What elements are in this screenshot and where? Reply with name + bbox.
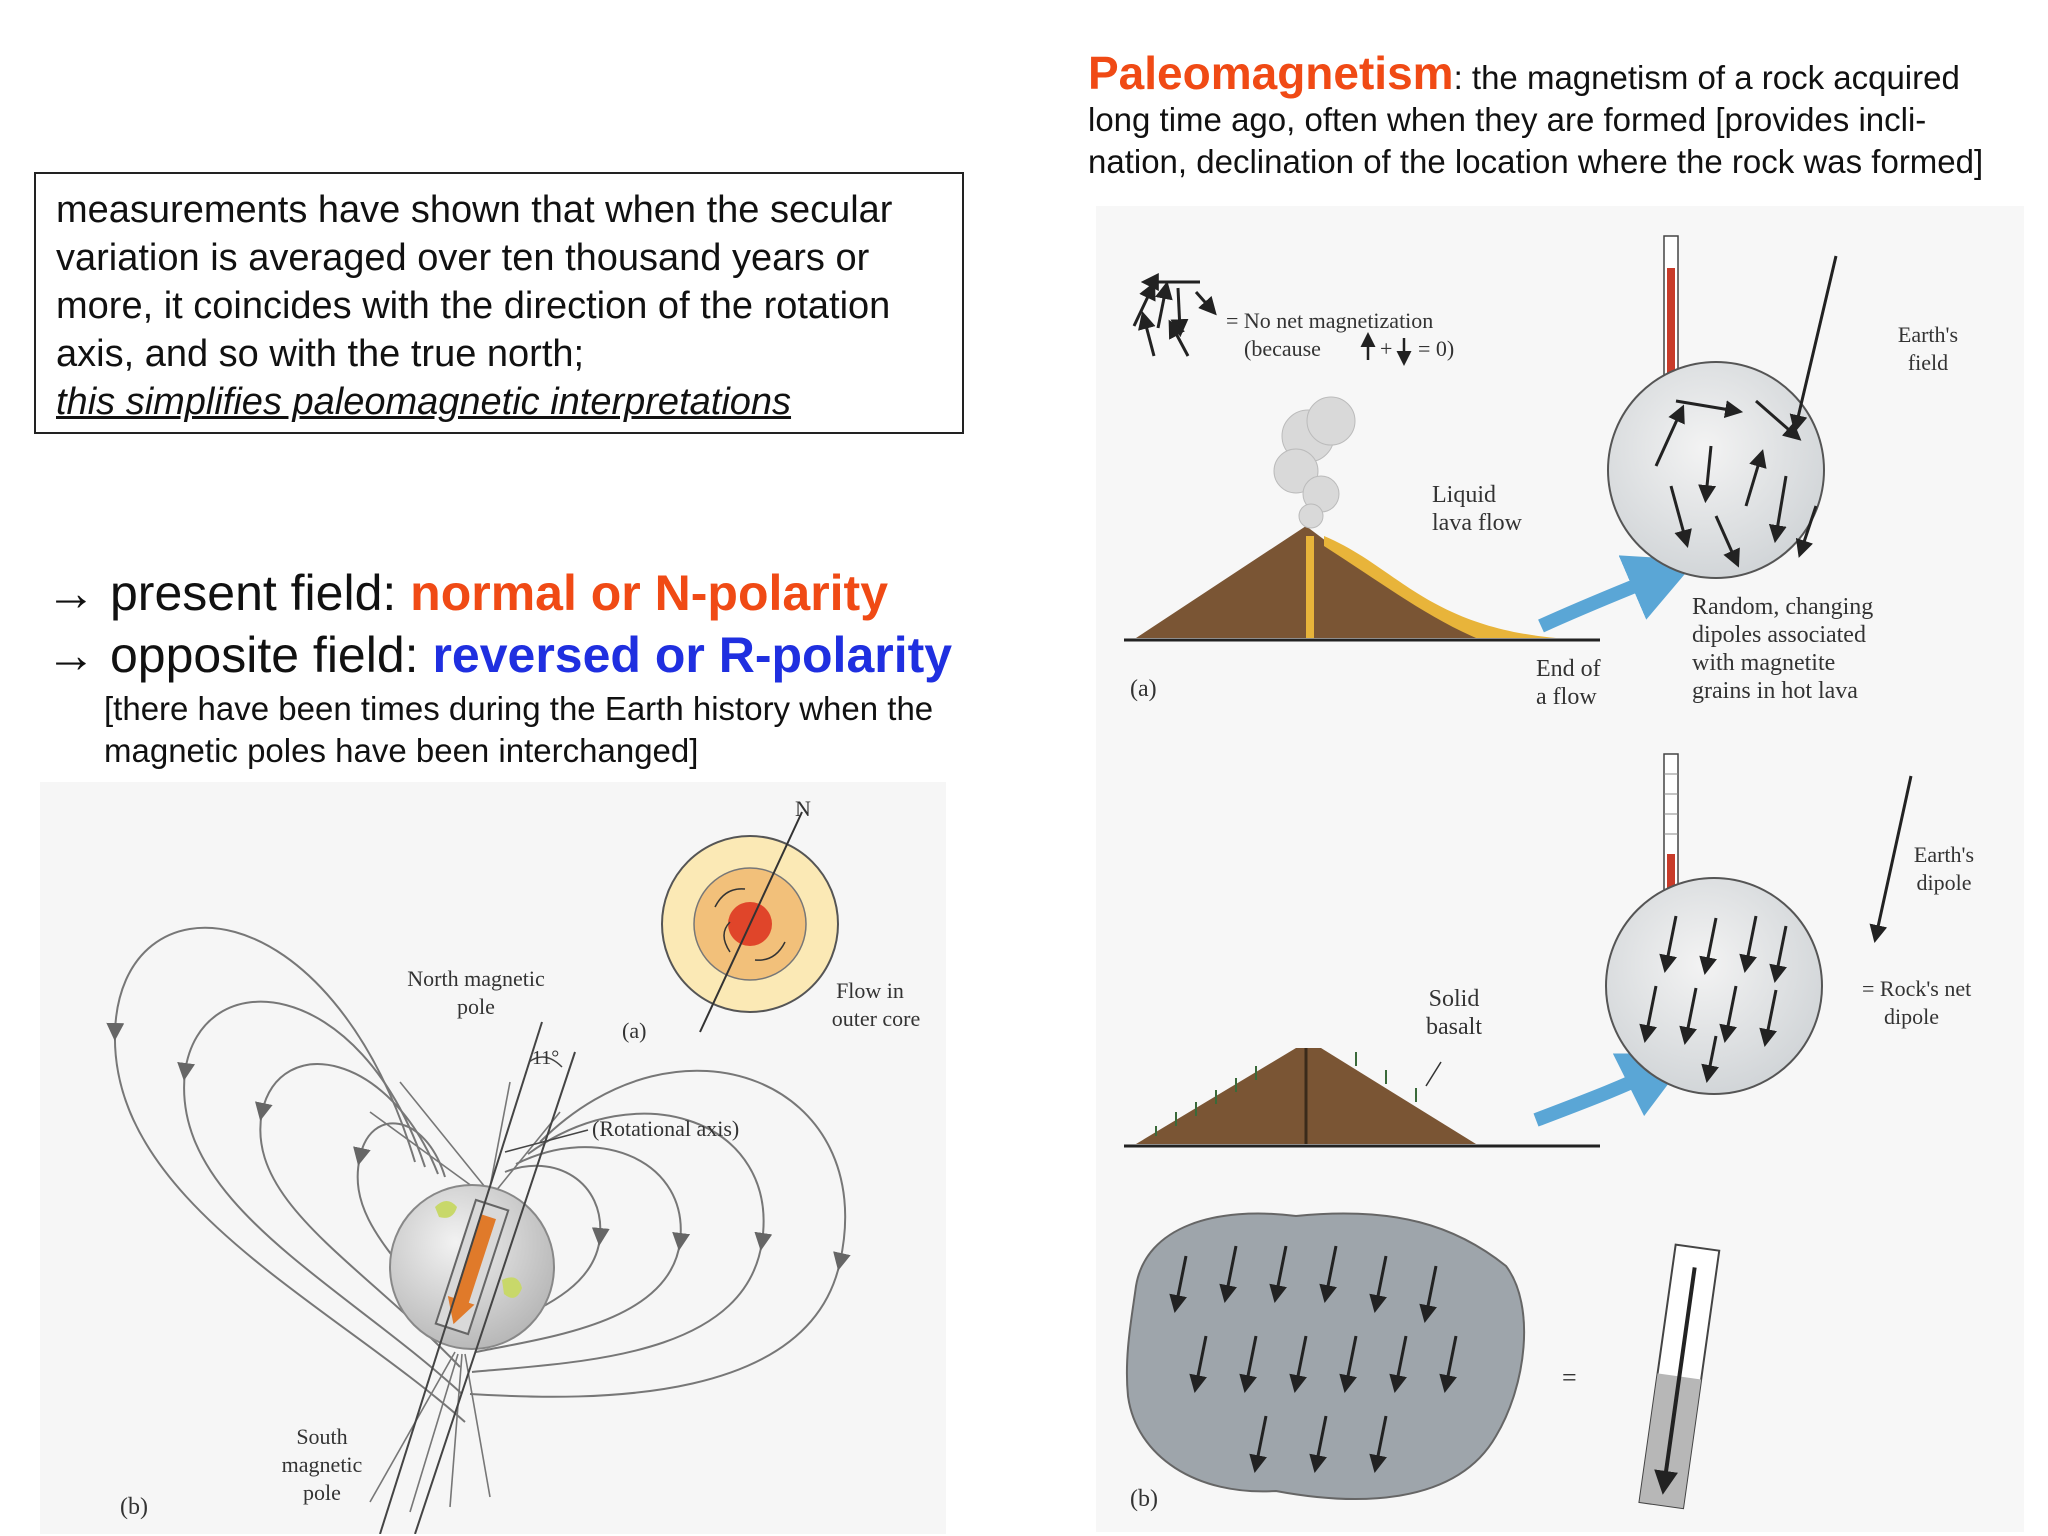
earths-dipole-label-2: dipole: [1916, 870, 1972, 895]
random-label-1: Random, changing: [1692, 594, 1874, 620]
cooled-grain-circle: [1606, 878, 1822, 1094]
random-label-4: grains in hot lava: [1692, 678, 1858, 704]
south-pole-label-3: pole: [303, 1480, 341, 1505]
secular-variation-box: [34, 172, 964, 434]
paleomagnetism-line-3: nation, declination of the location where the rock was formed]: [1088, 143, 1984, 180]
info-line-1: measurements have shown that when the secular: [56, 189, 893, 231]
earth-field-svg: [40, 782, 946, 1534]
net-dipole-label-2: dipole: [1884, 1004, 1939, 1029]
solid-basalt-label-2: basalt: [1426, 1014, 1482, 1040]
info-line-3: more, it coincides with the direction of the rotation: [56, 285, 891, 327]
liquid-lava-label-1: Liquid: [1432, 482, 1496, 508]
paleomagnetism-title: Paleomagnetism: [1088, 47, 1454, 99]
lava-figure: [1096, 206, 2024, 1532]
random-label-2: dipoles associated: [1692, 622, 1866, 648]
n-label: N: [795, 796, 811, 821]
panel-b-label: (b): [1130, 1486, 1158, 1512]
info-line-4: axis, and so with the true north;: [56, 333, 585, 375]
earth-field-figure: [40, 782, 946, 1534]
polarity-note: [104, 688, 933, 772]
reversed-polarity: reversed or R-polarity: [432, 627, 953, 683]
end-flow-label-2: a flow: [1536, 684, 1597, 710]
normal-polarity: normal or N-polarity: [410, 565, 889, 621]
info-line-2: variation is averaged over ten thousand years or: [56, 237, 870, 279]
liquid-lava-label-2: lava flow: [1432, 510, 1522, 536]
arrow-icon: →: [46, 565, 96, 621]
opposite-field-line: [46, 626, 952, 684]
info-emphasis: this simplifies paleomagnetic interpretations: [56, 381, 792, 423]
paleomagnetism-line-2: long time ago, often when they are formed [provides incli-: [1088, 101, 1927, 138]
end-flow-label-1: End of: [1536, 656, 1601, 682]
present-field-line: [46, 564, 888, 622]
flow-label-2: outer core: [831, 1006, 921, 1031]
north-pole-label-1: North magnetic: [407, 966, 545, 991]
present-field-prefix: present field:: [110, 565, 411, 621]
rotational-axis-label: (Rotational axis): [592, 1116, 740, 1141]
paleomagnetism-definition: [1088, 47, 1984, 183]
panel-b-label: (b): [120, 1494, 148, 1520]
south-pole-label-2: magnetic: [281, 1452, 363, 1477]
polarity-note-line-2: magnetic poles have been interchanged]: [104, 732, 699, 769]
inset-panel-a: (a): [622, 1018, 647, 1043]
paleomagnetism-line-1: : the magnetism of a rock acquired: [1453, 59, 1960, 96]
flow-label-1: Flow in: [836, 978, 904, 1003]
polarity-note-line-1: [there have been times during the Earth history when the: [104, 690, 934, 727]
no-net-plus: +: [1380, 336, 1393, 361]
random-label-3: with magnetite: [1692, 650, 1836, 676]
hot-lava-grain-circle: [1608, 362, 1824, 578]
north-pole-label-2: pole: [457, 994, 495, 1019]
angle-label: 11°: [532, 1047, 560, 1069]
equals-label: =: [1562, 1363, 1577, 1392]
panel-a-label: (a): [1130, 676, 1157, 702]
earths-field-label-1: Earth's: [1897, 322, 1959, 347]
no-net-because: (because: [1244, 336, 1321, 361]
arrow-icon: →: [46, 627, 96, 683]
south-pole-label-1: South: [296, 1424, 348, 1449]
lava-figure-svg: [1096, 206, 2024, 1532]
opposite-field-prefix: opposite field:: [110, 627, 433, 683]
lava-conduit: [1306, 536, 1314, 638]
earths-dipole-label-1: Earth's: [1913, 842, 1975, 867]
no-net-label: = No net magnetization: [1226, 308, 1434, 333]
net-dipole-label-1: = Rock's net: [1862, 976, 1972, 1001]
solid-basalt-label-1: Solid: [1428, 986, 1480, 1012]
earths-field-label-2: field: [1907, 350, 1949, 375]
no-net-equals: = 0): [1418, 336, 1455, 361]
